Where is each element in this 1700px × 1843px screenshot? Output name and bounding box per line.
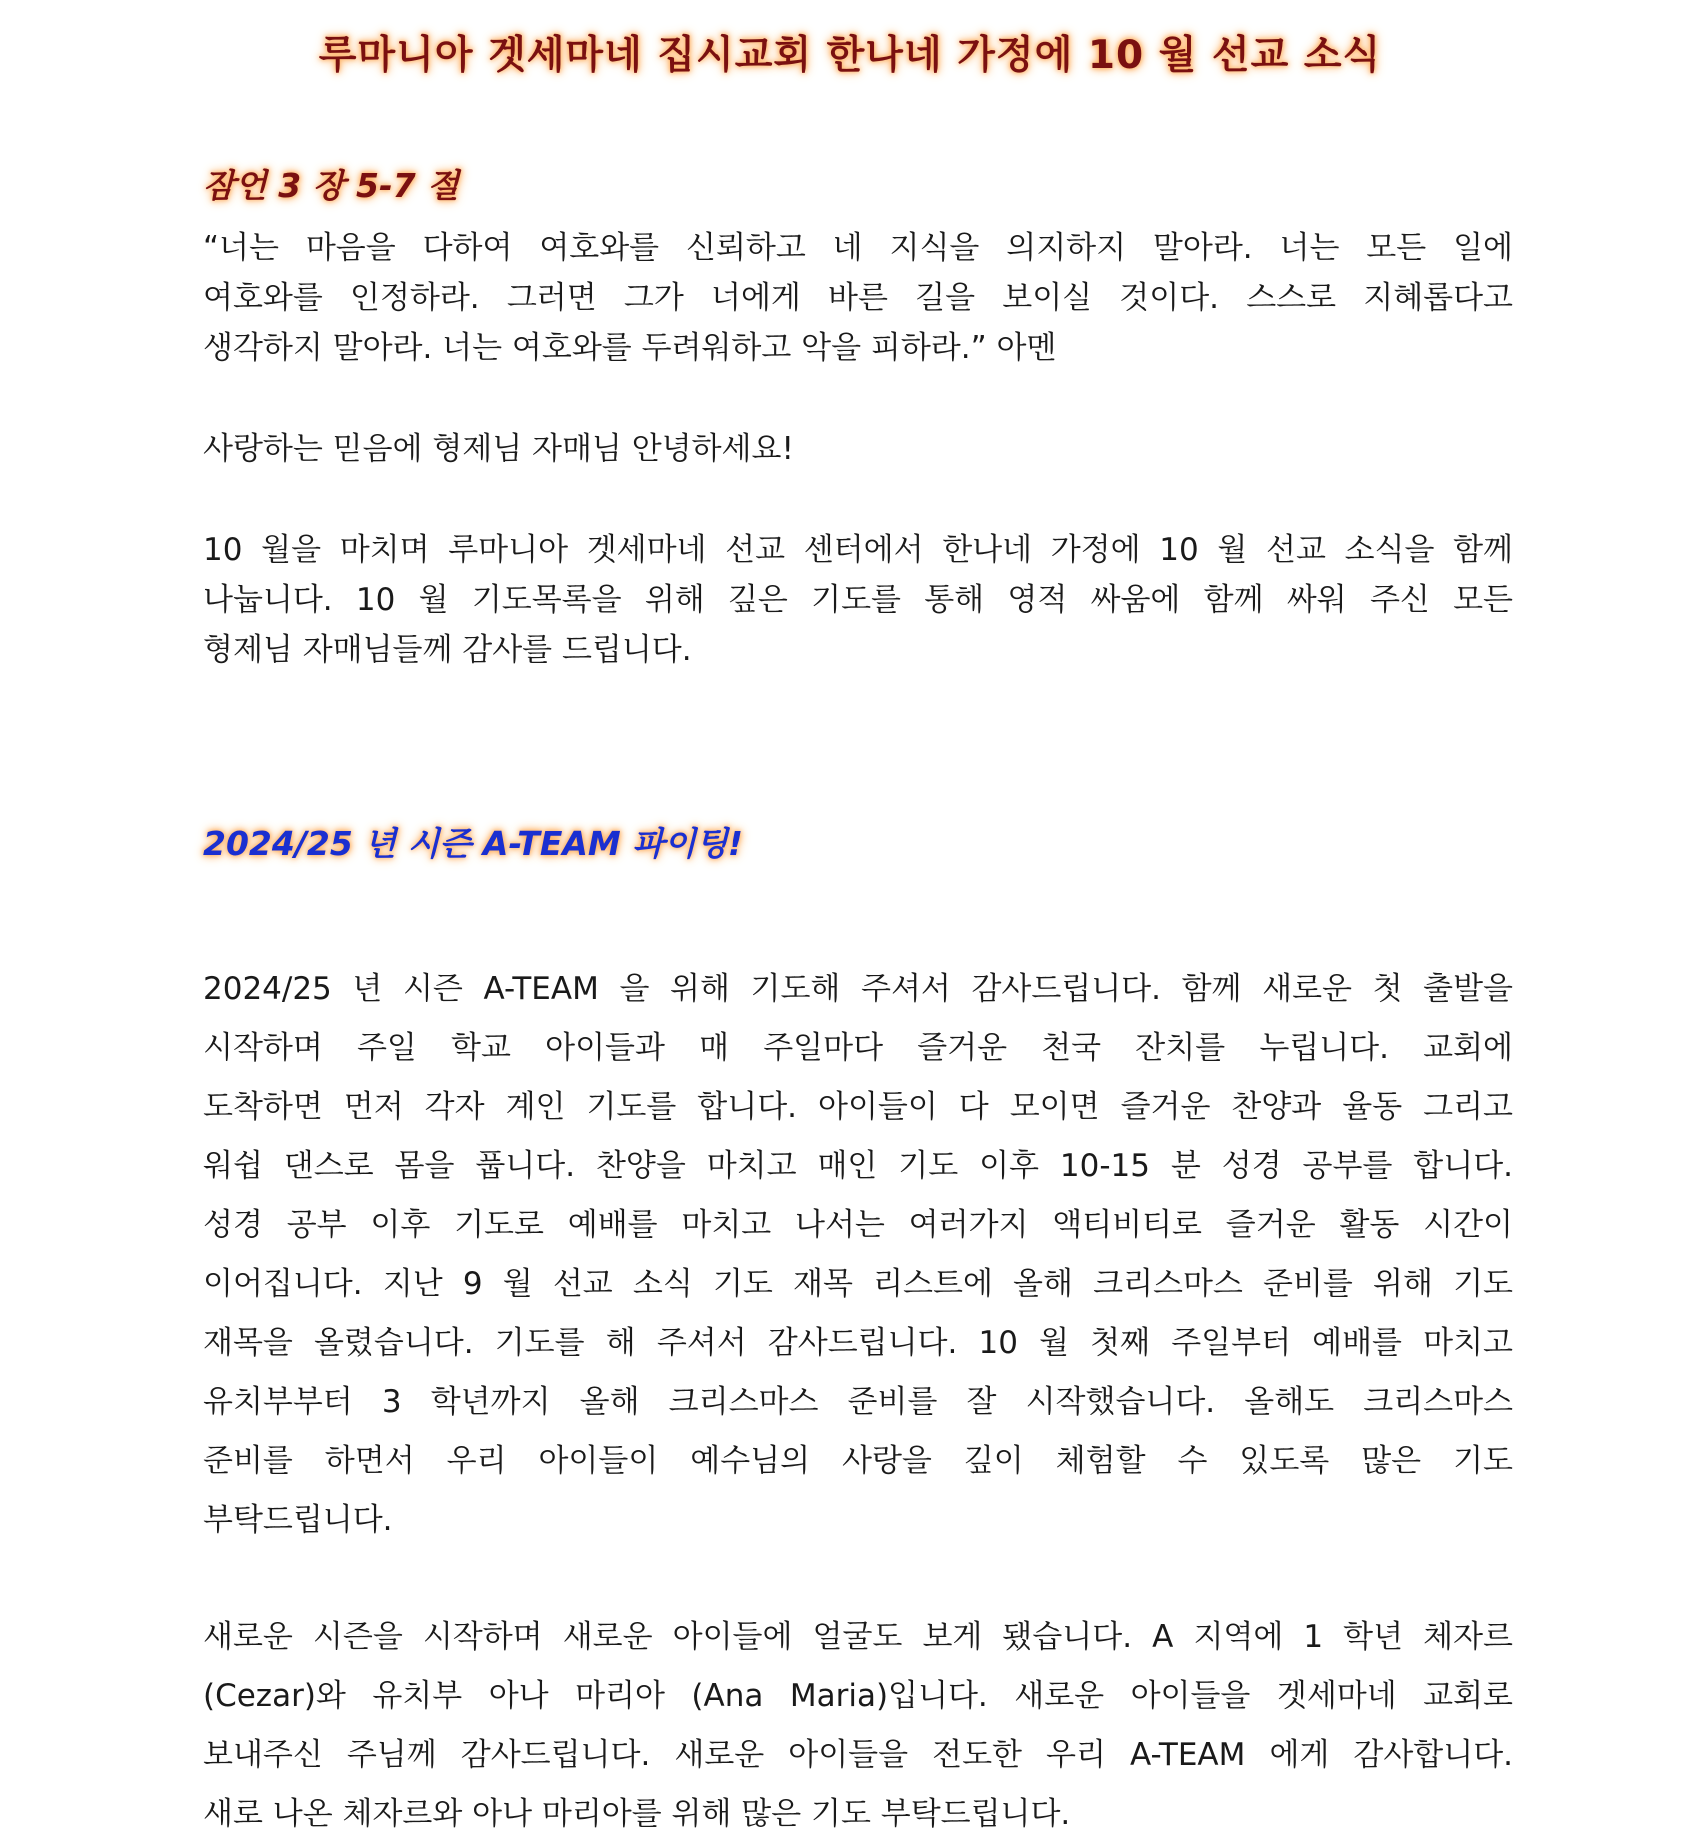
section-heading: 2024/25 년 시즌 A-TEAM 파이팅!: [203, 824, 743, 863]
intro-line: 형제님 자매님들께 감사를 드립니다.: [203, 632, 692, 668]
paragraph-line: 유치부부터 3 학년까지 올해 크리스마스 준비를 잘 시작했습니다. 올해도 크리스마스: [203, 1384, 1513, 1420]
intro-line: 나눕니다. 10 월 기도목록을 위해 깊은 기도를 통해 영적 싸움에 함께 싸워 주신 모든: [203, 582, 1513, 618]
paragraph-line: 시작하며 주일 학교 아이들과 매 주일마다 즐거운 천국 잔치를 누립니다. 교회에: [203, 1030, 1513, 1066]
greeting-text: 사랑하는 믿음에 형제님 자매님 안녕하세요!: [203, 431, 794, 467]
paragraph-line: 새로운 시즌을 시작하며 새로운 아이들에 얼굴도 보게 됐습니다. A 지역에 1 학년 체자르: [203, 1619, 1513, 1655]
paragraph-line: 이어집니다. 지난 9 월 선교 소식 기도 재목 리스트에 올해 크리스마스 준비를 위해 기도: [203, 1266, 1513, 1302]
page-title: 루마니아 겟세마네 집시교회 한나네 가정에 10 월 선교 소식: [318, 33, 1382, 78]
scripture-heading: 잠언 3 장 5-7 절: [203, 166, 460, 205]
paragraph-line: 2024/25 년 시즌 A-TEAM 을 위해 기도해 주셔서 감사드립니다. 함께 새로운 첫 출발을: [203, 971, 1513, 1007]
intro-line: 10 월을 마치며 루마니아 겟세마네 선교 센터에서 한나네 가정에 10 월 선교 소식을 함께: [203, 532, 1513, 568]
scripture-line: 여호와를 인정하라. 그러면 그가 너에게 바른 길을 보이실 것이다. 스스로 지혜롭다고: [203, 280, 1513, 316]
paragraph-line: 성경 공부 이후 기도로 예배를 마치고 나서는 여러가지 액티비티로 즐거운 활동 시간이: [203, 1207, 1513, 1243]
paragraph-line: 도착하면 먼저 각자 계인 기도를 합니다. 아이들이 다 모이면 즐거운 찬양과 율동 그리고: [203, 1089, 1513, 1125]
paragraph-line: 부탁드립니다.: [203, 1502, 393, 1538]
paragraph-line: 워쉽 댄스로 몸을 풉니다. 찬양을 마치고 매인 기도 이후 10-15 분 성경 공부를 합니다.: [203, 1148, 1513, 1184]
paragraph-line: 재목을 올렸습니다. 기도를 해 주셔서 감사드립니다. 10 월 첫째 주일부터 예배를 마치고: [203, 1325, 1513, 1361]
paragraph-line: 보내주신 주님께 감사드립니다. 새로운 아이들을 전도한 우리 A-TEAM 에게 감사합니다.: [203, 1737, 1513, 1773]
scripture-line: “너는 마음을 다하여 여호와를 신뢰하고 네 지식을 의지하지 말아라. 너는 모든 일에: [203, 230, 1513, 266]
paragraph-line: (Cezar)와 유치부 아나 마리아 (Ana Maria)입니다. 새로운 아이들을 겟세마네 교회로: [203, 1678, 1513, 1714]
scripture-line: 생각하지 말아라. 너는 여호와를 두려워하고 악을 피하라.” 아멘: [203, 330, 1057, 366]
paragraph-line: 준비를 하면서 우리 아이들이 예수님의 사랑을 깊이 체험할 수 있도록 많은 기도: [203, 1443, 1513, 1479]
paragraph-line: 새로 나온 체자르와 아나 마리아를 위해 많은 기도 부탁드립니다.: [203, 1796, 1071, 1832]
